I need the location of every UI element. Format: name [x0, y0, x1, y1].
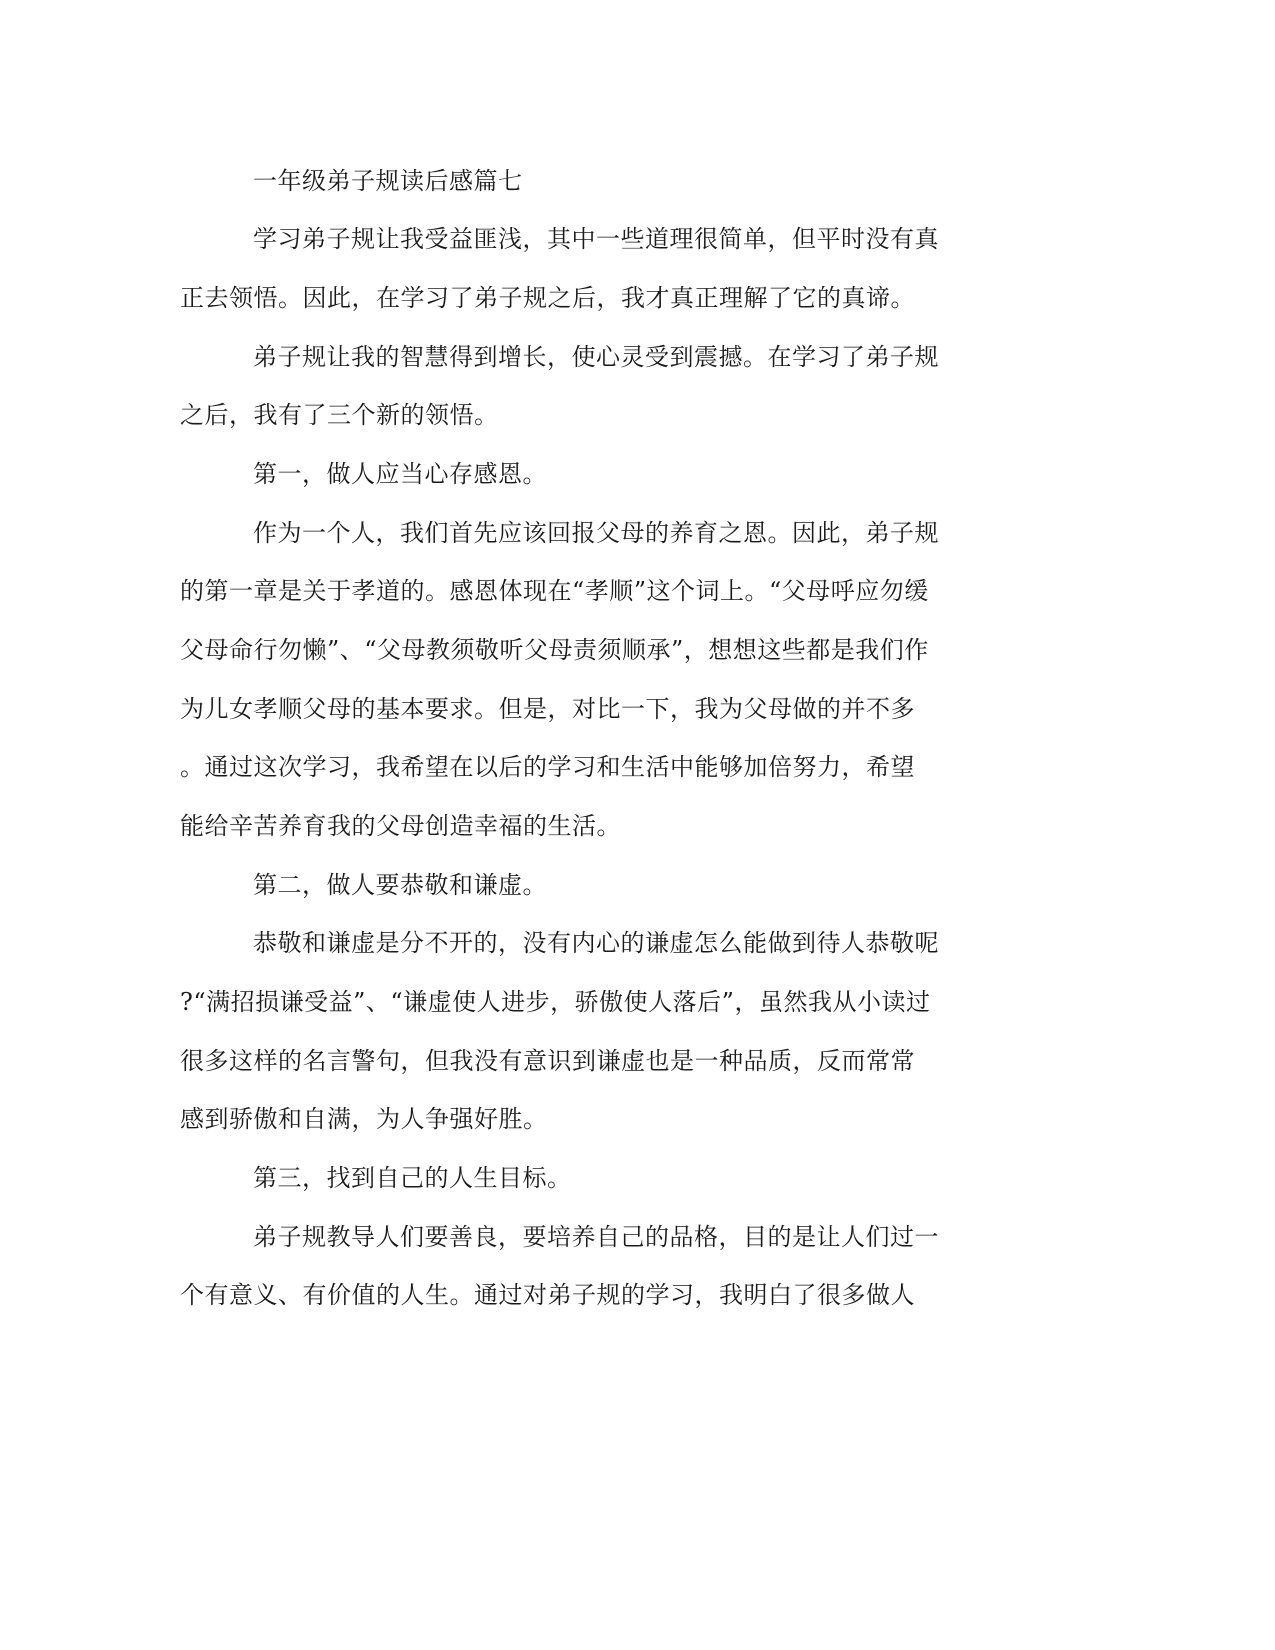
- text-line: 能给辛苦养育我的父母创造幸福的生活。: [180, 812, 621, 840]
- section-heading-1: 第一，做人应当心存感恩。: [253, 460, 547, 488]
- text-line: 为儿女孝顺父母的基本要求。但是，对比一下，我为父母做的并不多: [180, 695, 915, 723]
- text-line: 恭敬和谦虚是分不开的，没有内心的谦虚怎么能做到待人恭敬呢: [253, 929, 939, 957]
- text-line: 正去领悟。因此，在学习了弟子规之后，我才真正理解了它的真谛。: [180, 284, 915, 312]
- text-line: 弟子规教导人们要善良，要培养自己的品格，目的是让人们过一: [253, 1223, 939, 1251]
- text-line: 作为一个人，我们首先应该回报父母的养育之恩。因此，弟子规: [253, 519, 939, 547]
- text-line: 。通过这次学习，我希望在以后的学习和生活中能够加倍努力，希望: [180, 753, 915, 781]
- text-line: 的第一章是关于孝道的。感恩体现在“孝顺”这个词上。“父母呼应勿缓: [180, 577, 929, 605]
- text-line: 父母命行勿懒”、“父母教须敬听父母责须顺承”，想想这些都是我们作: [180, 636, 929, 664]
- document-title: 一年级弟子规读后感篇七: [253, 167, 523, 195]
- section-heading-2: 第二，做人要恭敬和谦虚。: [253, 871, 547, 899]
- text-line: 感到骄傲和自满，为人争强好胜。: [180, 1105, 548, 1133]
- text-line: ?“满招损谦受益”、“谦虚使人进步，骄傲使人落后”，虽然我从小读过: [180, 988, 931, 1016]
- text-line: 弟子规让我的智慧得到增长，使心灵受到震撼。在学习了弟子规: [253, 343, 939, 371]
- section-heading-3: 第三，找到自己的人生目标。: [253, 1164, 572, 1192]
- text-line: 个有意义、有价值的人生。通过对弟子规的学习，我明白了很多做人: [180, 1281, 915, 1309]
- text-line: 学习弟子规让我受益匪浅，其中一些道理很简单，但平时没有真: [253, 225, 939, 253]
- text-line: 很多这样的名言警句，但我没有意识到谦虚也是一种品质，反而常常: [180, 1047, 915, 1075]
- text-line: 之后，我有了三个新的领悟。: [180, 401, 499, 429]
